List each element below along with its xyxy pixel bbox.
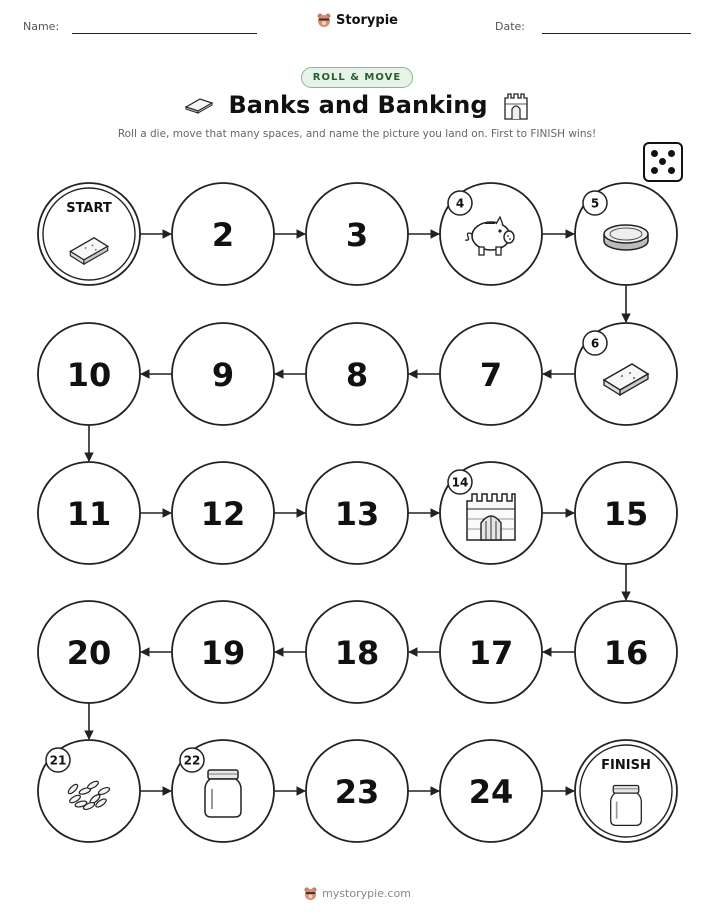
board-space-18 [306, 601, 408, 703]
space-number: 19 [200, 634, 246, 672]
brand-name: Storypie [336, 12, 398, 28]
space-number: 2 [211, 216, 235, 254]
castle-icon [467, 494, 515, 540]
activity-type-badge: ROLL & MOVE [301, 67, 413, 88]
space-number: 7 [479, 356, 503, 394]
board-space-20 [38, 601, 140, 703]
finish-space [575, 740, 677, 842]
board-space-2 [172, 183, 274, 285]
board-space-15 [575, 462, 677, 564]
space-number: 24 [468, 773, 514, 811]
board-space-22 [172, 740, 274, 842]
space-number: 8 [345, 356, 369, 394]
date-label: Date: [495, 20, 525, 33]
start-space [38, 183, 140, 285]
bear-mascot-icon [303, 886, 318, 901]
space-number-badge: 22 [183, 753, 201, 768]
jar-icon [205, 770, 241, 817]
board-space-9 [172, 323, 274, 425]
space-number-badge: 4 [455, 196, 465, 211]
instructions: Roll a die, move that many spaces, and name the picture you land on. First to FINISH wins! [117, 128, 597, 140]
board-space-3 [306, 183, 408, 285]
finish-label: FINISH [601, 758, 651, 773]
space-number: 10 [66, 356, 112, 394]
footer-url: mystorypie.com [322, 887, 411, 900]
board-space-11 [38, 462, 140, 564]
board-space-6 [575, 323, 677, 425]
board-space-16 [575, 601, 677, 703]
start-label: START [66, 201, 112, 216]
board-space-8 [306, 323, 408, 425]
board-space-19 [172, 601, 274, 703]
page-title: Banks and Banking [228, 91, 488, 119]
board-space-17 [440, 601, 542, 703]
space-number: 18 [334, 634, 380, 672]
space-number-badge: 14 [451, 475, 469, 490]
space-number: 15 [603, 495, 649, 533]
space-number: 16 [603, 634, 649, 672]
space-number-badge: 6 [590, 336, 600, 351]
coin-icon [604, 225, 648, 250]
board-space-24 [440, 740, 542, 842]
board-space-14 [440, 462, 542, 564]
space-number-badge: 5 [590, 196, 600, 211]
board-space-21 [38, 740, 140, 842]
board-space-10 [38, 323, 140, 425]
footer [0, 886, 714, 901]
board-space-7 [440, 323, 542, 425]
jar-icon [611, 785, 642, 825]
board-space-12 [172, 462, 274, 564]
board-space-13 [306, 462, 408, 564]
board-space-23 [306, 740, 408, 842]
board-space-5 [575, 183, 677, 285]
space-number: 11 [66, 495, 112, 533]
board-space-4 [440, 183, 542, 285]
space-number: 20 [66, 634, 112, 672]
space-number: 17 [468, 634, 514, 672]
name-label: Name: [23, 20, 60, 33]
space-number-badge: 21 [49, 753, 67, 768]
space-number: 12 [200, 495, 246, 533]
space-number: 13 [334, 495, 380, 533]
space-number: 3 [345, 216, 369, 254]
space-number: 23 [334, 773, 380, 811]
space-number: 9 [211, 356, 235, 394]
